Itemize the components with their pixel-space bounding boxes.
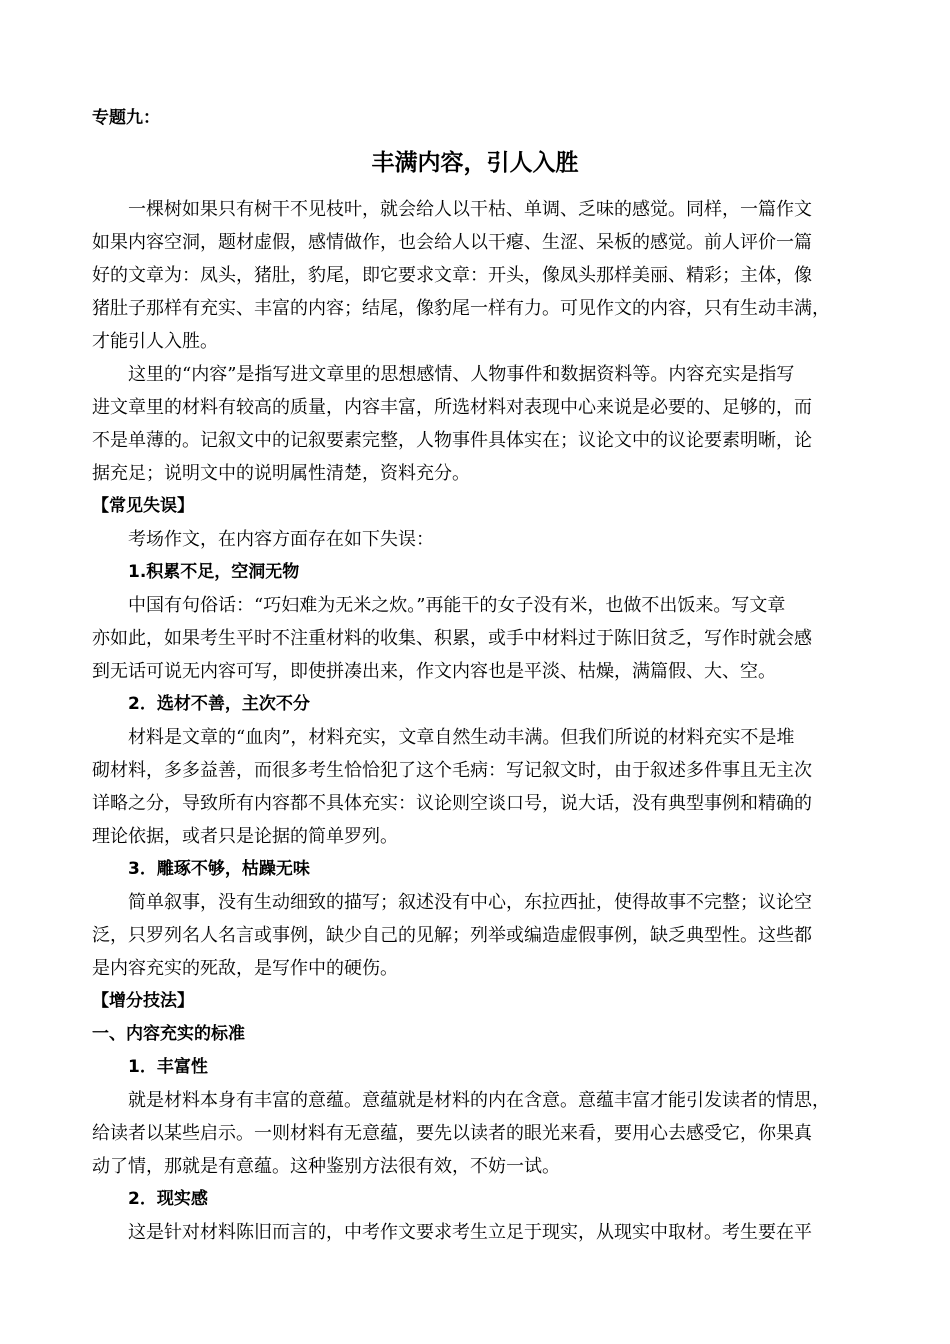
topic-label: 专题九： (92, 108, 160, 128)
errors-intro: 考场作文，在内容方面存在如下失误： (128, 529, 434, 550)
error-3-title: 3．雕琢不够，枯躁无味 (128, 859, 310, 879)
error-2-title: 2．选材不善，主次不分 (128, 694, 310, 714)
error-2-body: 材料是文章的“血肉”，材料充实，文章自然生动丰满。但我们所说的材料充实不是堆 砌材料，多多益善，而很多考生恰恰犯了这个毛病：写记叙文时，由于叙述多件事且无主次 详略之分，导致所有内容都不具体充实：议论则空谈口号，说大话，没有典型事例和精确的 理论依据，或者只是论据的简单罗列。 (92, 727, 812, 847)
page-title: 丰满内容，引人入胜 (371, 150, 579, 176)
methods-heading: 【增分技法】 (92, 991, 194, 1011)
error-1-title: 1.积累不足，空洞无物 (128, 562, 300, 582)
method-1-title: 1．丰富性 (128, 1057, 208, 1077)
error-3-body: 简单叙事，没有生动细致的描写；叙述没有中心，东拉西扯，使得故事不完整；议论空 泛，只罗列名人名言或事例，缺少自己的见解；列举或编造虚假事例，缺乏典型性。这些都 是内容充实的死敌，是写作中的硬伤。 (92, 892, 812, 979)
method-2-body: 这是针对材料陈旧而言的，中考作文要求考生立足于现实，从现实中取材。考生要在平 (128, 1222, 812, 1243)
document-body (92, 193, 862, 1249)
method-1-body: 就是材料本身有丰富的意蕴。意蕴就是材料的内在含意。意蕴丰富才能引发读者的情思， 给读者以某些启示。一则材料有无意蕴，要先以读者的眼光来看，要用心去感受它，你果真 动了情，那就是有意蕴。这种鉴别方法很有效，不妨一试。 (92, 1090, 830, 1177)
method-2-title: 2．现实感 (128, 1189, 208, 1209)
section-1-title: 一、内容充实的标准 (92, 1024, 245, 1044)
intro-paragraph-1: 一棵树如果只有树干不见枝叶，就会给人以干枯、单调、乏味的感觉。同样，一篇作文 如果内容空洞，题材虚假，感情做作，也会给人以干瘪、生涩、呆板的感觉。前人评价一篇 好的文章为：凤头，猪肚，豹尾，即它要求文章：开头，像凤头那样美丽、精彩；主体，像 猪肚子那样有充实、丰富的内容；结尾，像豹尾一样有力。可见作文的内容，只有生动丰满， 才能引人入胜。 (92, 199, 830, 352)
intro-paragraph-2: 这里的“内容”是指写进文章里的思想感情、人物事件和数据资料等。内容充实是指写 进文章里的材料有较高的质量，内容丰富，所选材料对表现中心来说是必要的、足够的，而 不是单薄的。记叙文中的记叙要素完整，人物事件具体实在；议论文中的议论要素明晰，论 据充足；说明文中的说明属性清楚，资料充分。 (92, 364, 812, 484)
error-1-body: 中国有句俗话：“巧妇难为无米之炊。”再能干的女子没有米，也做不出饭来。写文章 亦如此，如果考生平时不注重材料的收集、积累，或手中材料过于陈旧贫乏，写作时就会感 到无话可说无内容可写，即使拼凑出来，作文内容也是平淡、枯燥，满篇假、大、空。 (92, 595, 812, 682)
common-errors-heading: 【常见失误】 (92, 496, 194, 516)
